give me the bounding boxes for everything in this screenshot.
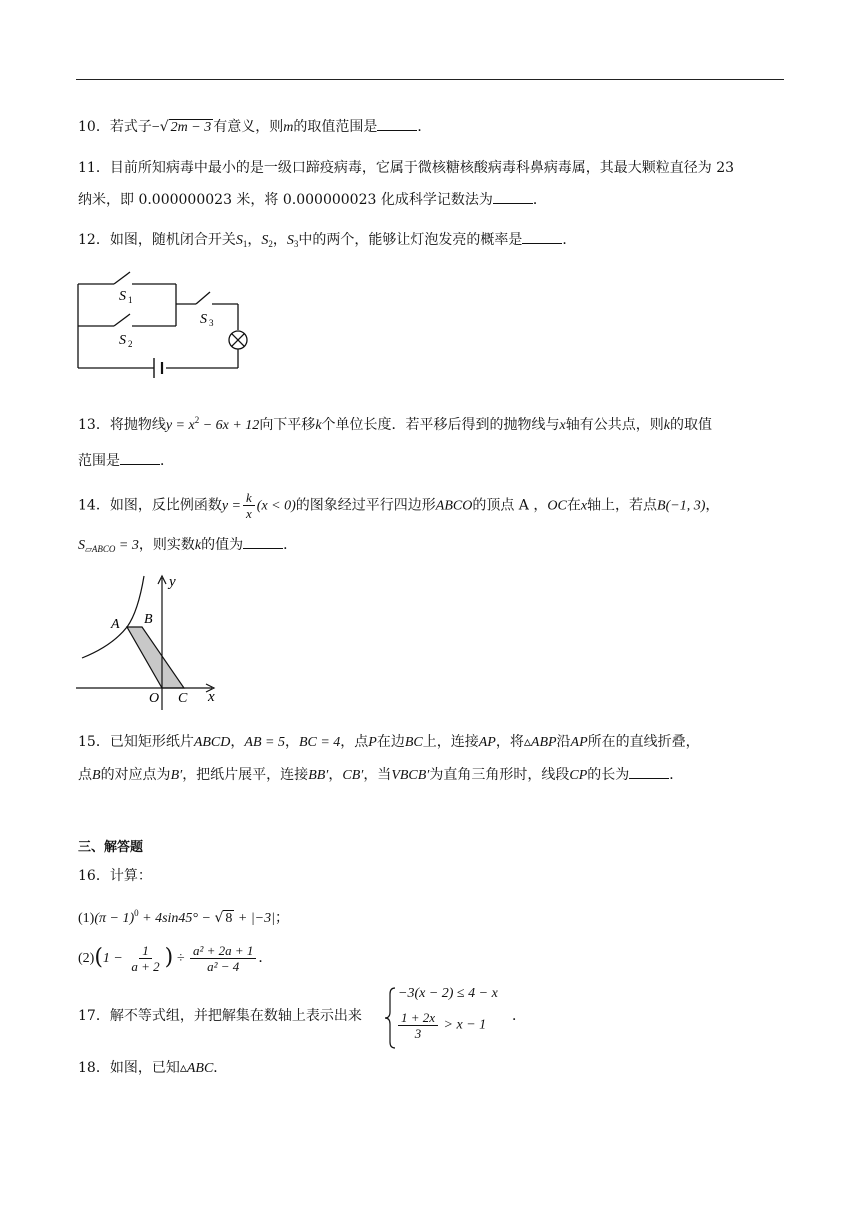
label-s2: S bbox=[119, 333, 126, 348]
answer-blank bbox=[243, 536, 283, 549]
circuit-figure bbox=[70, 266, 260, 382]
inequality-1: −3(x − 2) ≤ 4 − x bbox=[398, 986, 498, 1001]
label-s3-sub: 3 bbox=[209, 318, 214, 328]
question-18: 18．如图，已知▵ABC． bbox=[78, 1060, 228, 1076]
question-17-end: ． bbox=[512, 1008, 526, 1024]
question-13-line1: 13．将抛物线$y = x^2 - 6x + 12$向下平移k个单位长度．若平移后得到的抛物线与x轴有公共点，则k的取值 bbox=[78, 415, 712, 433]
label-s1: S bbox=[119, 289, 126, 304]
brace-icon bbox=[384, 986, 396, 1050]
label-s2-sub: 2 bbox=[128, 339, 133, 349]
section-title: 三、解答题 bbox=[78, 840, 144, 855]
label-y: y bbox=[169, 574, 176, 590]
question-15-line2: 点B的对应点为B′，把纸片展平，连接BB′，CB′，当VBCB′为直角三角形时，线段CP的长为 ． bbox=[78, 767, 684, 783]
question-12: 12．如图，随机闭合开关$S_1$，$S_2$，$S_3$中的两个，能够让灯泡发亮的概率是 ． bbox=[78, 232, 577, 249]
label-O: O bbox=[149, 691, 160, 706]
inequality-2: $\frac{1 + 2x}{3}$ > x − 1 bbox=[396, 1010, 486, 1041]
question-15-line1: 15．已知矩形纸片ABCD，AB = 5，BC = 4，点P在边BC上，连接AP，将▵ABP沿AP所在的直线折叠， bbox=[78, 734, 700, 750]
question-10: 10．若式子−√ 2m − 3 有意义，则m的取值范围是 ． bbox=[78, 119, 432, 135]
question-16-head: 16．计算： bbox=[78, 868, 152, 884]
question-17: 17．解不等式组，并把解集在数轴上表示出来 bbox=[78, 1008, 362, 1024]
label-x: x bbox=[208, 689, 215, 705]
label-s1-sub: 1 bbox=[128, 295, 133, 305]
label-B: B bbox=[144, 612, 153, 627]
answer-blank bbox=[120, 452, 160, 465]
answer-blank bbox=[629, 766, 669, 779]
label-s3: S bbox=[200, 312, 207, 327]
question-11-line1: 11．目前所知病毒中最小的是一级口蹄疫病毒，它属于微核糖核酸病毒科鼻病毒属，其最大颗粒直径为 23 bbox=[78, 160, 735, 176]
parallelogram-abco bbox=[127, 627, 184, 688]
question-16-part1: $(1)(\pi - 1)^0 + 4\sin 45^\circ$ − √ 8 + |−3|； bbox=[78, 908, 289, 926]
header-rule bbox=[76, 79, 784, 80]
question-14-line2: $S_{▱ABCO} = 3$，则实数k的值为 ． bbox=[78, 537, 298, 554]
answer-blank bbox=[493, 191, 533, 204]
question-14-line1: 14．如图，反比例函数y = $\frac{k}{x}$ (x < 0)的图象经过平行四边形ABCO的顶点 A ，OC在x轴上，若点B(−1, 3)， bbox=[78, 490, 720, 521]
answer-blank bbox=[377, 118, 417, 131]
question-13-line2: 范围是 ． bbox=[78, 453, 174, 469]
question-16-part2: (2)(1 − $\frac{1}{a + 2}$ ) ÷ $\frac{\text{a² + 2a + 1}}{\text{a² − 4}}$ ． bbox=[78, 942, 273, 974]
label-C: C bbox=[178, 691, 188, 706]
question-11-line2: 纳米，即 0.000000023 米，将 0.000000023 化成科学记数法为 ． bbox=[78, 192, 547, 208]
parallelogram-figure bbox=[72, 572, 224, 712]
answer-blank bbox=[522, 231, 562, 244]
label-A: A bbox=[111, 617, 120, 632]
